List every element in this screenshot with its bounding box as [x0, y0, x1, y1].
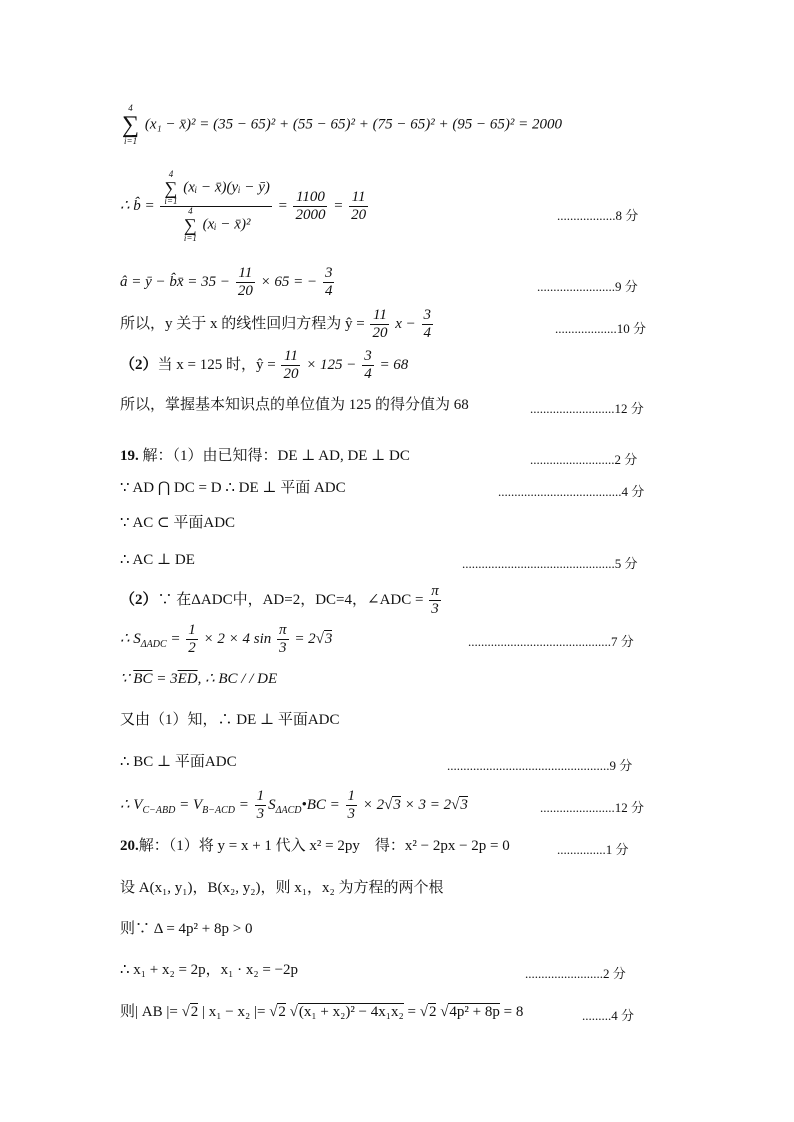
score-marker-9: ........................9 分 [537, 279, 638, 294]
p20-chord-length-line: 则| AB |= √2 | x₁ − x₂ |= √2 √(x₁ + x₂)² − 4x₁x₂ = √2 √4p² + 8p = 8 [120, 1004, 524, 1020]
score-marker-2b: ........................2 分 [525, 966, 626, 981]
score-marker-10: ...................10 分 [555, 321, 647, 336]
sigma-symbol: 4 ∑ i=1 [122, 103, 140, 146]
score-marker-12b: .......................12 分 [540, 800, 645, 815]
sum-squares-expression: (x₁ − x̄)² = (35 − 65)² + (55 − 65)² + (75 − 65)² + (95 − 65)² = 2000 [144, 116, 563, 133]
score-marker-1: ...............1 分 [557, 842, 629, 857]
slope-b-line: ∴ b̂ = 4 ∑ i=1 (xᵢ − x̄)(yᵢ − ȳ) 4 ∑ i=1 (xᵢ − x̄)² = $\frac{1100}{2000}$ = $\frac{11}{20}$ [120, 169, 367, 243]
p20-line-2: 设 A(x₁, y₁)，B(x₂, y₂)，则 x₁，x₂ 为方程的两个根 [120, 880, 444, 896]
conclusion-line: 所以，掌握基本知识点的单位值为 125 的得分值为 68 [120, 397, 469, 413]
p19-line-3: ∵ AC ⊂ 平面ADC [120, 515, 236, 531]
p19-line-2: ∵ AD ⋂ DC = D ∴ DE ⊥ 平面 ADC [120, 480, 346, 496]
score-marker-7: ............................................7 分 [468, 634, 634, 649]
p19-line-8: 又由（1）知，∴ DE ⊥ 平面ADC [120, 712, 340, 728]
p19-line-4: ∴ AC ⊥ DE [120, 552, 195, 568]
slope-b-fraction: 4 ∑ i=1 (xᵢ − x̄)(yᵢ − ȳ) 4 ∑ i=1 (xᵢ − x̄)² [160, 170, 271, 243]
score-marker-4a: ......................................4 分 [498, 484, 645, 499]
score-marker-4b: .........4 分 [582, 1008, 635, 1023]
score-marker-8: ..................8 分 [557, 208, 639, 223]
vector-relation-line: ∵ $\overline{BC} = 3\overline{ED}$, ∴ BC / / DE [120, 671, 278, 687]
part2-prediction-line: （2）当 x = 125 时，ŷ = $\frac{11}{20}$ × 125 − $\frac{3}{4}$ = 68 [120, 348, 409, 383]
p19-part2-line: （2）∵ 在ΔADC中，AD=2，DC=4，∠ADC = $\frac{\pi}{3}$ [120, 583, 439, 618]
regression-equation-line: 所以，y 关于 x 的线性回归方程为 ŷ = $\frac{11}{20}$ x − $\frac{3}{4}$ [120, 307, 431, 342]
score-marker-9b: ..................................................9 分 [447, 758, 633, 773]
p20-line-3: 则∵ Δ = 4p² + 8p > 0 [120, 921, 253, 937]
score-marker-2a: ..........................2 分 [530, 452, 638, 467]
p20-line-4: ∴ x₁ + x₂ = 2p，x₁ · x₂ = −2p [120, 962, 299, 978]
intercept-a-line: â = ȳ − b̂x̄ = 35 − $\frac{11}{20}$ × 65 = − $\frac{3}{4}$ [120, 265, 333, 300]
slope-b-result: $\frac{11}{20}$ [351, 188, 367, 223]
volume-line: ∴ $V_{C-ABD} = V_{B-ACD}$ = $\frac{1}{3}$ $S_{\Delta ACD}•BC$ = $\frac{1}{3}$ × 2√3 × 3 = 2√3 [120, 788, 468, 823]
score-marker-12a: ..........................12 分 [530, 401, 644, 416]
score-marker-5: ...............................................5 分 [462, 556, 638, 571]
problem-19-heading: 19. 解：（1）由已知得：DE ⊥ AD, DE ⊥ DC [120, 448, 410, 464]
problem-20-heading: 20.解：（1）将 y = x + 1 代入 x² = 2py 得：x² − 2px − 2p = 0 [120, 838, 510, 854]
p19-line-9: ∴ BC ⊥ 平面ADC [120, 754, 237, 770]
triangle-area-line: ∴ $S_{\Delta ADC}$ = $\frac{1}{2}$ × 2 × 4 sin $\frac{\pi}{3}$ = 2√3 [120, 622, 333, 657]
slope-b-label: ∴ b̂ = [120, 197, 155, 214]
sum-squares-line [120, 104, 562, 146]
slope-b-value: $\frac{1100}{2000}$ [295, 188, 326, 223]
